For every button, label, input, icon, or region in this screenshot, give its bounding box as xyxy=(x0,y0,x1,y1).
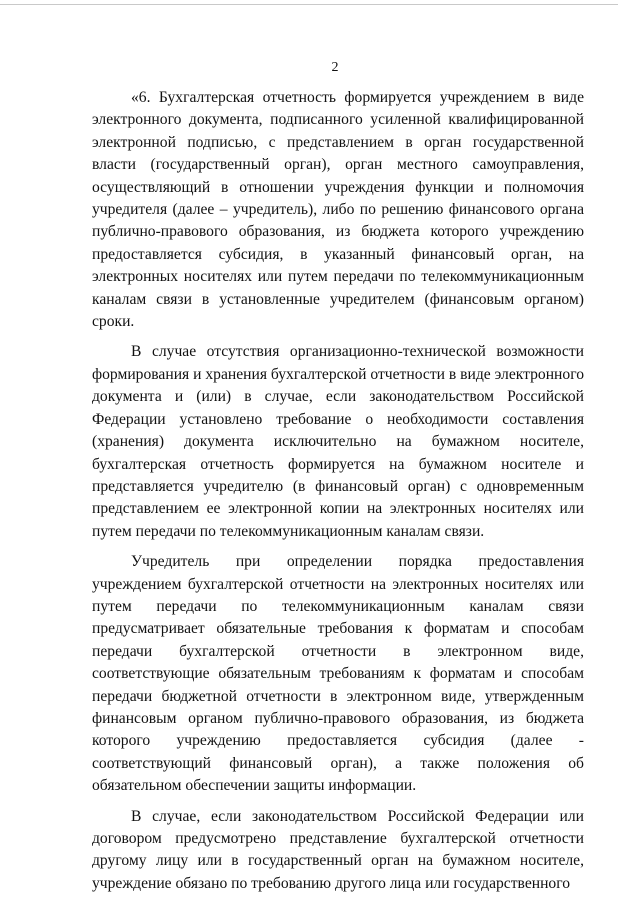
page-number: 2 xyxy=(331,60,339,75)
paragraph-3: Учредитель при определении порядка предоставления учреждением бухгалтерской отчетности на электронных носителях или путем передачи по телекоммуникационным каналам связи предусматривает обязательные требования к форматам и способам передачи бухгалтерской отчетности в электронном виде, соответствующие обязательным требованиям к форматам и способам передачи бюджетной отчетности в электронном виде, утвержденным финансовым органом публично-правового образования, из бюджета которого учреждению предоставляется субсидия (далее - соответствующий финансовый орган), а также положения об обязательном обеспечении защиты информации. xyxy=(92,553,584,795)
document-body xyxy=(92,87,584,903)
top-edge-line xyxy=(0,4,618,5)
paragraph-1: «6. Бухгалтерская отчетность формируется учреждением в виде электронного документа, подписанного усиленной квалифицированной электронной подписью, с представлением в орган государственной власти (государственный орган), орган местного самоуправления, осуществляющий в отношении учреждения функции и полномочия учредителя (далее – учредитель), либо по решению финансового органа публично-правового образования, из бюджета которого учреждению предоставляется субсидия, в указанный финансовый орган, на электронных носителях или путем передачи по телекоммуникационным каналам связи в установленные учредителем (финансовым органом) сроки. xyxy=(92,89,584,331)
paragraph-4: В случае, если законодательством Российской Федерации или договором предусмотрено представление бухгалтерской отчетности другому лицу или в государственный орган на бумажном носителе, учреждение обязано по требованию другого лица или государственного xyxy=(92,807,584,892)
paragraph-2: В случае отсутствия организационно-технической возможности формирования и хранения бухгалтерской отчетности в виде электронного документа и (или) в случае, если законодательством Российской Федерации установлено требование о необходимости составления (хранения) документа исключительно на бумажном носителе, бухгалтерская отчетность формируется на бумажном носителе и представляется учредителю (в финансовый орган) с одновременным представлением ее электронной копии на электронных носителях или путем передачи по телекоммуникационным каналам связи. xyxy=(92,343,584,540)
